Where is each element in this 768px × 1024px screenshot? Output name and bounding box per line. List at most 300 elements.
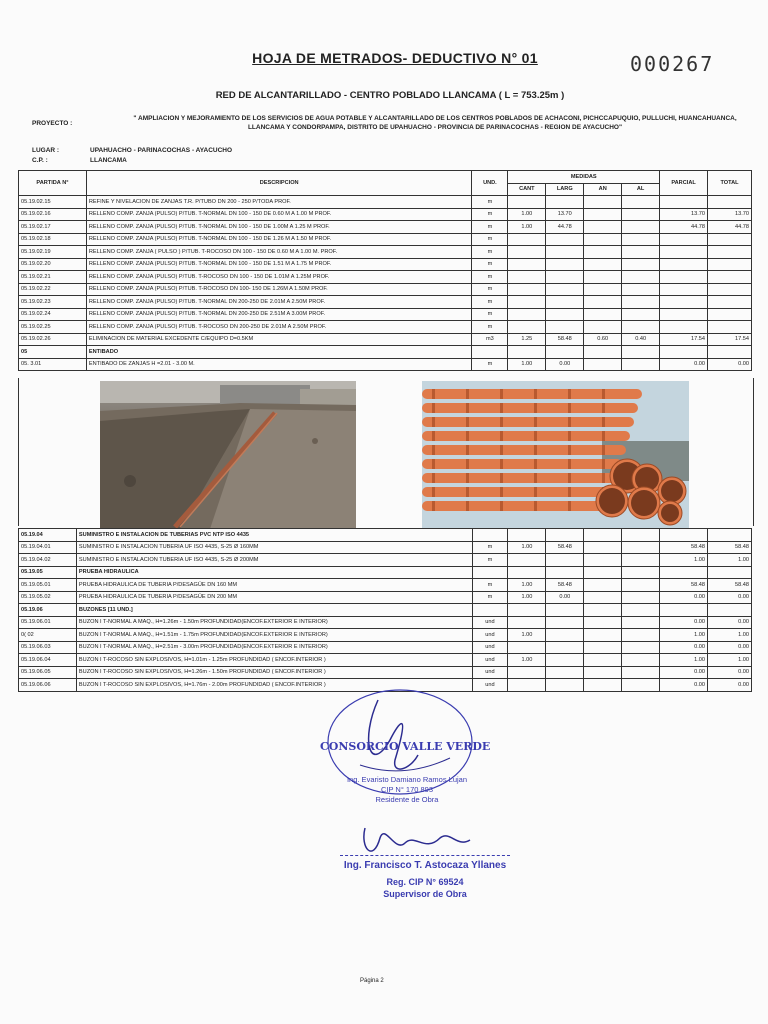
cell-an <box>584 283 622 296</box>
cell-total: 1.00 <box>707 629 751 642</box>
cell-total: 13.70 <box>708 208 752 221</box>
cell-partida: 05.19.02.15 <box>19 196 87 209</box>
metrados-table-top <box>18 170 752 371</box>
cell-larg <box>546 666 584 679</box>
cell-desc: BUZON I T-NORMAL A MAQ., H=1.51m - 1.75m PROFUNDIDAD(ENCOF.EXTERIOR E INTERIOR) <box>76 629 472 642</box>
cell-cant <box>508 271 546 284</box>
cell-desc: RELLENO COMP. ZANJA (PULSO) P/TUB. T-NORMAL DN 100 - 150 DE 1.51 M A 1.75 M PROF. <box>86 258 472 271</box>
cell-parcial: 0.00 <box>660 358 708 371</box>
cell-desc: RELLENO COMP. ZANJA (PULSO) P/TUB. T-ROCOSO DN 100- 150 DE 1.26M A 1.50M PROF. <box>86 283 472 296</box>
cell-al <box>622 629 660 642</box>
cell-larg <box>546 321 584 334</box>
cell-parcial <box>660 233 708 246</box>
cell-und <box>472 604 508 617</box>
cell-desc: PRUEBA HIDRAULICA <box>76 566 472 579</box>
cell-al <box>622 616 660 629</box>
cell-cant <box>508 283 546 296</box>
pipe-joint <box>432 431 435 441</box>
cell-larg <box>546 604 584 617</box>
pipe-joint <box>432 417 435 427</box>
cell-an <box>584 641 622 654</box>
cell-larg: 58.48 <box>546 579 584 592</box>
cell-parcial <box>660 346 708 359</box>
cell-an <box>584 566 622 579</box>
page-stamp-number: 000267 <box>630 52 715 76</box>
cell-und <box>472 566 508 579</box>
cell-total <box>708 283 752 296</box>
table-row <box>19 541 752 554</box>
cell-total <box>707 529 751 542</box>
cell-total <box>708 296 752 309</box>
cell-und <box>472 529 508 542</box>
cell-partida: 05.19.02.16 <box>19 208 87 221</box>
cell-total: 44.78 <box>708 221 752 234</box>
cell-desc: RELLENO COMP. ZANJA (PULSO) P/TUB. T-NORMAL DN 100 - 150 DE 1.26 M A 1.50 M PROF. <box>86 233 472 246</box>
cell-cant <box>508 296 546 309</box>
pipe-joint <box>466 389 469 399</box>
cell-desc: REFINE Y NIVELACION DE ZANJAS T.R. P/TUBO DN 200 - 250 P/TODA PROF. <box>86 196 472 209</box>
cell-parcial: 1.00 <box>660 554 708 567</box>
cell-partida: 05.19.02.17 <box>19 221 87 234</box>
cell-desc: RELLENO COMP. ZANJA (PULSO) P/TUB. T-NORMAL DN 200-250 DE 2.01M A 2.50M PROF. <box>86 296 472 309</box>
cell-cant: 1.00 <box>508 591 546 604</box>
pipe-joint <box>568 445 571 455</box>
pipe-joint <box>500 431 503 441</box>
cell-partida: 05.19.05 <box>19 566 77 579</box>
cell-an <box>584 296 622 309</box>
pipe-joint <box>602 431 605 441</box>
cell-an <box>584 529 622 542</box>
cell-desc: PRUEBA HIDRAULICA DE TUBERIA P/DESAGÜE DN 160 MM <box>76 579 472 592</box>
cell-desc: BUZON I T-NORMAL A MAQ., H=2.51m - 3.00m PROFUNDIDAD(ENCOF.EXTERIOR E INTERIOR) <box>76 641 472 654</box>
pipe-joint <box>500 501 503 511</box>
cell-an <box>584 579 622 592</box>
col-al: AL <box>622 183 660 196</box>
cell-parcial <box>660 258 708 271</box>
cell-an <box>584 629 622 642</box>
cell-an <box>584 358 622 371</box>
table-row <box>19 283 752 296</box>
cell-parcial: 0.00 <box>660 641 708 654</box>
cell-cant <box>508 554 546 567</box>
cell-al <box>622 308 660 321</box>
cell-total <box>708 233 752 246</box>
cell-an <box>584 346 622 359</box>
pipe-joint <box>568 459 571 469</box>
cell-larg <box>546 296 584 309</box>
cell-desc: RELLENO COMP. ZANJA (PULSO) P/TUB. T-ROCOSO DN 100 - 150 DE 1.01M A 1.25M PROF. <box>86 271 472 284</box>
table-row <box>19 358 752 371</box>
pipe-joint <box>602 459 605 469</box>
cell-und: m <box>472 283 508 296</box>
col-larg: LARG <box>546 183 584 196</box>
cell-cant <box>508 346 546 359</box>
cell-al <box>622 579 660 592</box>
cell-desc: RELLENO COMP. ZANJA (PULSO) P/TUB. T-NORMAL DN 200-250 DE 2.51M A 3.00M PROF. <box>86 308 472 321</box>
pipe-joint <box>500 403 503 413</box>
cell-partida: 05.19.04 <box>19 529 77 542</box>
cell-an <box>584 308 622 321</box>
col-descripcion: DESCRIPCION <box>86 171 472 196</box>
cell-cant <box>508 604 546 617</box>
cell-al <box>622 296 660 309</box>
cell-total: 1.00 <box>707 654 751 667</box>
pipe-joint <box>500 445 503 455</box>
cell-larg: 0.00 <box>546 591 584 604</box>
cell-total <box>708 246 752 259</box>
pipe-joint <box>432 389 435 399</box>
pipe-joint <box>466 473 469 483</box>
cell-desc: ENTIBADO <box>86 346 472 359</box>
cell-cant <box>508 529 546 542</box>
cell-parcial <box>660 604 708 617</box>
pipe-end-inner <box>661 480 683 502</box>
cell-partida: 05.19.02.22 <box>19 283 87 296</box>
cell-partida: 05.19.05.01 <box>19 579 77 592</box>
supervisor-role: Supervisor de Obra <box>383 889 467 899</box>
cell-parcial <box>660 529 708 542</box>
cell-desc: RELLENO COMP. ZANJA (PULSO) P/TUB. T-ROCOSO DN 200-250 DE 2.01M A 2.50M PROF. <box>86 321 472 334</box>
cell-parcial: 1.00 <box>660 629 708 642</box>
cell-desc: BUZON I T-ROCOSO SIN EXPLOSIVOS, H=1.01m - 1.25m PROFUNDIDAD ( ENCOF.INTERIOR ) <box>76 654 472 667</box>
cell-total: 0.00 <box>707 641 751 654</box>
cell-cant: 1.00 <box>508 629 546 642</box>
cp-value: LLANCAMA <box>90 157 127 164</box>
cell-cant <box>508 321 546 334</box>
cell-larg <box>546 529 584 542</box>
cell-partida: 05.19.02.21 <box>19 271 87 284</box>
pipe-joint <box>534 487 537 497</box>
pipe-joint <box>568 473 571 483</box>
residente-name: Ing. Evaristo Damiano Ramos Lujan <box>346 775 468 784</box>
cell-parcial <box>660 296 708 309</box>
table-row <box>19 629 752 642</box>
cell-total: 0.00 <box>707 616 751 629</box>
pipe-joint <box>568 501 571 511</box>
pipe-joint <box>568 487 571 497</box>
cell-und: m <box>472 258 508 271</box>
table-row <box>19 666 752 679</box>
cell-und: m3 <box>472 333 508 346</box>
cell-total <box>708 308 752 321</box>
page-footer: Página 2 <box>360 978 384 984</box>
table-row <box>19 641 752 654</box>
cell-desc: BUZON I T-ROCOSO SIN EXPLOSIVOS, H=1.26m - 1.50m PROFUNDIDAD ( ENCOF.INTERIOR ) <box>76 666 472 679</box>
cell-parcial: 0.00 <box>660 666 708 679</box>
pipe-joint <box>466 459 469 469</box>
cell-al <box>622 641 660 654</box>
cp-label: C.P. : <box>32 157 48 164</box>
pipe-end-inner <box>631 490 657 516</box>
cell-partida: 05.19.05.02 <box>19 591 77 604</box>
cell-parcial <box>660 196 708 209</box>
cell-und: m <box>472 221 508 234</box>
col-partida: PARTIDA N° <box>19 171 87 196</box>
cell-larg <box>546 308 584 321</box>
cell-larg <box>546 566 584 579</box>
table-row <box>19 654 752 667</box>
consorcio-stamp: CONSORCIO VALLE VERDE <box>320 740 491 753</box>
pipe-joint <box>534 417 537 427</box>
pipe-stack <box>422 501 610 511</box>
cell-larg <box>546 258 584 271</box>
pipe-joint <box>602 403 605 413</box>
trench-photo <box>100 381 356 529</box>
col-parcial: PARCIAL <box>660 171 708 196</box>
cell-larg <box>546 679 584 692</box>
cell-al <box>622 283 660 296</box>
cell-total: 1.00 <box>707 554 751 567</box>
cell-desc: ENTIBADO DE ZANJAS H =2.01 - 3.00 M. <box>86 358 472 371</box>
cell-und: und <box>472 641 508 654</box>
cell-an <box>584 258 622 271</box>
cell-und: m <box>472 591 508 604</box>
pipe-stack <box>422 487 614 497</box>
cell-an <box>584 666 622 679</box>
pipe-joint <box>500 459 503 469</box>
lugar-label: LUGAR : <box>32 147 60 154</box>
pipe-stack <box>422 473 618 483</box>
cell-desc: BUZONES [11 UND.] <box>76 604 472 617</box>
cell-al <box>622 208 660 221</box>
table-row <box>19 566 752 579</box>
cell-desc: PRUEBA HIDRAULICA DE TUBERIA P/DESAGÜE DN 200 MM <box>76 591 472 604</box>
cell-partida: 05.19.02.26 <box>19 333 87 346</box>
pipe-joint <box>568 431 571 441</box>
cell-desc: SUMINISTRO E INSTALACION DE TUBERIAS PVC NTP ISO 4435 <box>76 529 472 542</box>
cell-cant <box>508 196 546 209</box>
pipe-joint <box>432 403 435 413</box>
cell-an <box>584 321 622 334</box>
cell-und: und <box>472 666 508 679</box>
cell-desc: SUMINISTRO E INSTALACION TUBERIA UF ISO 4435, S-25 Ø 160MM <box>76 541 472 554</box>
cell-partida: 05.19.06.04 <box>19 654 77 667</box>
pipe-joint <box>466 487 469 497</box>
pipe-joint <box>466 445 469 455</box>
pipe-joint <box>432 445 435 455</box>
cell-desc: RELLENO COMP. ZANJA (PULSO) P/TUB. T-NORMAL DN 100 - 150 DE 0.60 M A 1.00 M PROF. <box>86 208 472 221</box>
cell-al <box>622 591 660 604</box>
cell-cant: 1.00 <box>508 541 546 554</box>
cell-larg: 44.78 <box>546 221 584 234</box>
document-subtitle: RED DE ALCANTARILLADO - CENTRO POBLADO LLANCAMA ( L = 753.25m ) <box>215 90 565 101</box>
pipe-joint <box>432 501 435 511</box>
cell-al <box>622 271 660 284</box>
pipe-joint <box>602 389 605 399</box>
cell-partida: 05.19.06.01 <box>19 616 77 629</box>
cell-al <box>622 529 660 542</box>
pipe-stack <box>422 445 626 455</box>
cell-parcial: 0.00 <box>660 616 708 629</box>
cell-parcial <box>660 246 708 259</box>
cell-al <box>622 679 660 692</box>
cell-total: 0.00 <box>707 679 751 692</box>
cell-und: m <box>472 579 508 592</box>
cell-al <box>622 604 660 617</box>
pipe-joint <box>466 403 469 413</box>
cell-total <box>707 604 751 617</box>
cell-an <box>584 654 622 667</box>
cell-total <box>708 196 752 209</box>
cell-cant <box>508 679 546 692</box>
cell-al <box>622 554 660 567</box>
table-row <box>19 604 752 617</box>
pipe-joint <box>534 473 537 483</box>
pipe-end-inner <box>599 488 625 514</box>
cell-total: 0.00 <box>708 358 752 371</box>
cell-partida: 05.19.06.06 <box>19 679 77 692</box>
cell-und: und <box>472 679 508 692</box>
table-row <box>19 321 752 334</box>
table-row <box>19 271 752 284</box>
cell-total <box>707 566 751 579</box>
pipe-joint <box>432 487 435 497</box>
cell-parcial: 13.70 <box>660 208 708 221</box>
cell-und: m <box>472 196 508 209</box>
pipe-joint <box>466 501 469 511</box>
col-medidas: MEDIDAS <box>508 171 660 184</box>
cell-al <box>622 321 660 334</box>
cell-und: m <box>472 271 508 284</box>
cell-an: 0.60 <box>584 333 622 346</box>
col-an: AN <box>584 183 622 196</box>
cell-desc: RELLENO COMP. ZANJA ( PULSO ) P/TUB. T-ROCOSO DN 100 - 150 DE 0.60 M A 1.00 M. PROF. <box>86 246 472 259</box>
cell-al <box>622 541 660 554</box>
pipe-stack <box>422 459 622 469</box>
table-row <box>19 233 752 246</box>
cell-desc: ELIMINACION DE MATERIAL EXCEDENTE C/EQUIPO D=0.5KM <box>86 333 472 346</box>
cell-partida: 05.19.06.03 <box>19 641 77 654</box>
cell-larg <box>546 271 584 284</box>
cell-larg <box>546 346 584 359</box>
cell-larg: 58.48 <box>546 541 584 554</box>
cell-parcial: 17.54 <box>660 333 708 346</box>
cell-und: und <box>472 654 508 667</box>
cell-parcial <box>660 308 708 321</box>
cell-parcial: 0.00 <box>660 679 708 692</box>
table-row <box>19 591 752 604</box>
lugar-value: UPAHUACHO - PARINACOCHAS - AYACUCHO <box>90 147 233 154</box>
cell-parcial <box>660 283 708 296</box>
cell-an <box>584 541 622 554</box>
project-text: " AMPLIACION Y MEJORAMIENTO DE LOS SERVICIOS DE AGUA POTABLE Y ALCANTARILLADO DE LOS CENTROS POBLADOS DE ACHACONI, PICHCCAPUQUIO, PULLUCHI, HUANCAHUANCA, LLANCAMA Y CONDORPAMPA, DISTRITO DE UPAHUACHO - PROVINCIA DE PARINACOCHAS - REGION DE AYACUCHO" <box>133 115 737 131</box>
cell-cant <box>508 246 546 259</box>
cell-cant <box>508 641 546 654</box>
cell-cant: 1.00 <box>508 221 546 234</box>
cell-total: 58.48 <box>707 541 751 554</box>
pipe-joint <box>534 431 537 441</box>
pipe-stack <box>422 403 638 413</box>
cell-larg <box>546 246 584 259</box>
cell-und: m <box>472 246 508 259</box>
table-row <box>19 246 752 259</box>
cell-an <box>584 591 622 604</box>
pipe-joint <box>602 417 605 427</box>
cell-larg <box>546 283 584 296</box>
cell-cant: 1.00 <box>508 358 546 371</box>
cell-und: und <box>472 629 508 642</box>
cell-al <box>622 566 660 579</box>
cell-partida: 05.19.02.25 <box>19 321 87 334</box>
cell-parcial <box>660 271 708 284</box>
pipe-joint <box>602 445 605 455</box>
residente-cip: CIP N° 170 893 <box>380 785 434 794</box>
cell-an <box>584 246 622 259</box>
pipe-end-inner <box>661 504 679 522</box>
pvc-pipes-photo <box>422 381 689 529</box>
cell-total <box>708 258 752 271</box>
supervisor-name: Ing. Francisco T. Astocaza Yllanes <box>343 860 507 871</box>
pipe-stack <box>422 389 642 399</box>
pipe-joint <box>432 473 435 483</box>
cell-partida: 05.19.06.05 <box>19 666 77 679</box>
project-label: PROYECTO : <box>32 120 73 127</box>
cell-partida: 05.19.02.19 <box>19 246 87 259</box>
cell-parcial: 44.78 <box>660 221 708 234</box>
cell-cant: 1.00 <box>508 208 546 221</box>
pipe-joint <box>568 389 571 399</box>
cell-cant <box>508 233 546 246</box>
cell-cant <box>508 566 546 579</box>
cell-an <box>584 604 622 617</box>
cell-total: 0.00 <box>707 591 751 604</box>
cell-parcial: 1.00 <box>660 654 708 667</box>
cell-al <box>622 654 660 667</box>
cell-cant: 1.25 <box>508 333 546 346</box>
pipe-joint <box>568 403 571 413</box>
supervisor-cip: Reg. CIP N° 69524 <box>386 877 464 887</box>
table-row <box>19 308 752 321</box>
pipe-joint <box>500 487 503 497</box>
cell-und: m <box>472 233 508 246</box>
cell-larg <box>546 196 584 209</box>
pipe-joint <box>432 459 435 469</box>
col-und: UND. <box>472 171 508 196</box>
cell-desc: SUMINISTRO E INSTALACION TUBERIA UF ISO 4435, S-25 Ø 200MM <box>76 554 472 567</box>
cell-an <box>584 233 622 246</box>
table-row <box>19 196 752 209</box>
cell-larg: 0.00 <box>546 358 584 371</box>
cell-und <box>472 346 508 359</box>
document-title: HOJA DE METRADOS- DEDUCTIVO N° 01 <box>252 50 538 66</box>
cell-parcial <box>660 321 708 334</box>
cell-und: m <box>472 208 508 221</box>
cell-total <box>708 346 752 359</box>
pipe-joint <box>500 417 503 427</box>
cell-cant <box>508 308 546 321</box>
cell-und: m <box>472 358 508 371</box>
table-row <box>19 554 752 567</box>
cell-an <box>584 271 622 284</box>
cell-al <box>622 196 660 209</box>
cell-al <box>622 358 660 371</box>
cell-parcial: 58.48 <box>660 579 708 592</box>
cell-partida: 05.19.02.23 <box>19 296 87 309</box>
pipe-joint <box>534 389 537 399</box>
cell-und: m <box>472 554 508 567</box>
col-total: TOTAL <box>708 171 752 196</box>
cell-und: m <box>472 296 508 309</box>
cell-und: m <box>472 541 508 554</box>
cell-al <box>622 666 660 679</box>
cell-cant <box>508 258 546 271</box>
cell-desc: RELLENO COMP. ZANJA (PULSO) P/TUB. T-NORMAL DN 100 - 150 DE 1.00M A 1.25 M PROF. <box>86 221 472 234</box>
cell-partida: 0( 02 <box>19 629 77 642</box>
cell-desc: BUZON I T-NORMAL A MAQ., H=1.26m - 1.50m PROFUNDIDAD(ENCOF.EXTERIOR E INTERIOR) <box>76 616 472 629</box>
residente-role: Residente de Obra <box>375 795 439 804</box>
table-row <box>19 529 752 542</box>
cell-an <box>584 221 622 234</box>
